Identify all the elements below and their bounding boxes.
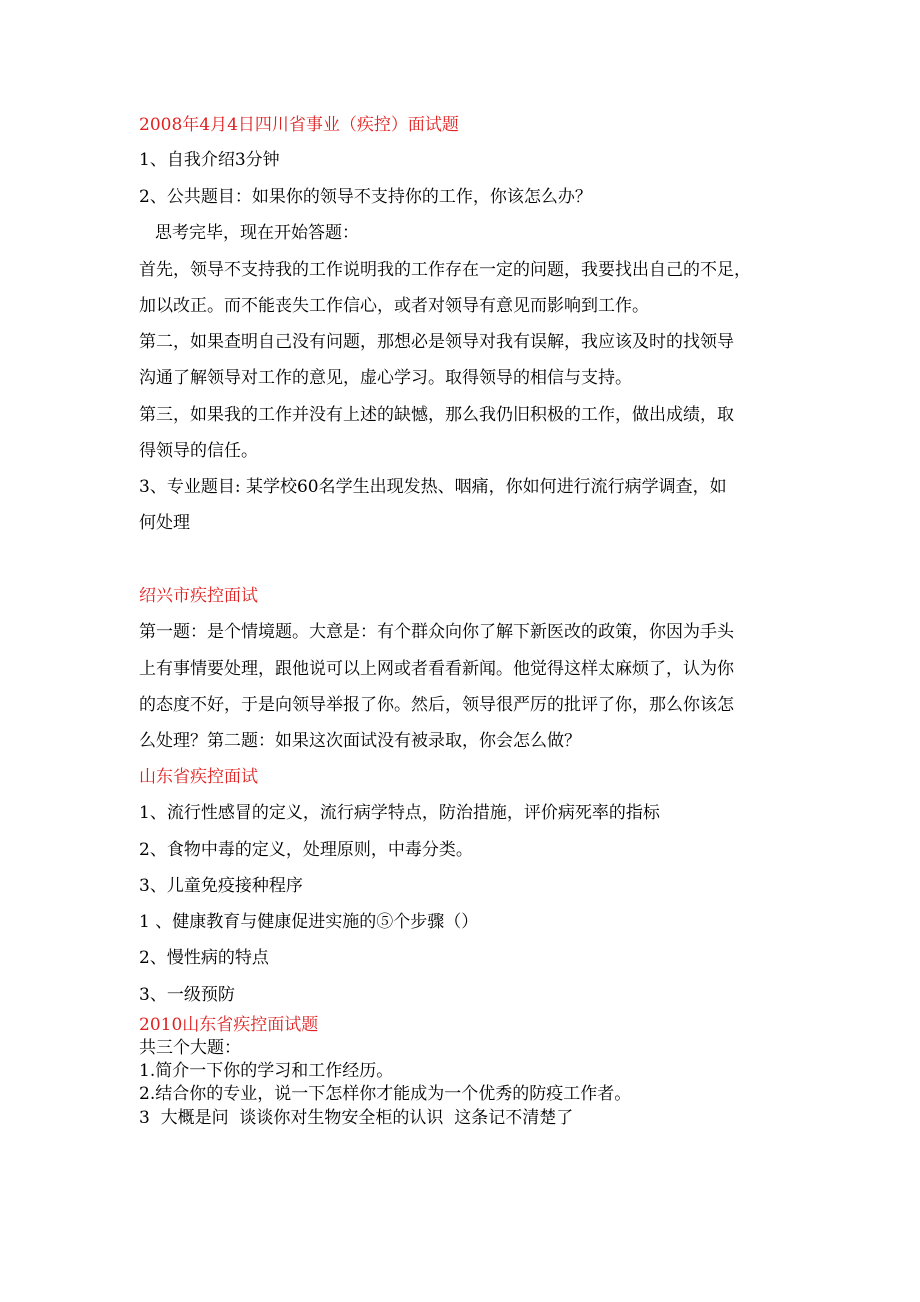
question-line: 1 、健康教育与健康促进实施的⑤个步骤（）: [139, 912, 479, 932]
answer-line: 沟通了解领导对工作的意见，虚心学习。取得领导的相信与支持。: [139, 368, 632, 388]
question-line: 上有事情要处理，跟他说可以上网或者看看新闻。他觉得这样太麻烦了，认为你: [139, 659, 734, 679]
question-line: 1.简介一下你的学习和工作经历。: [139, 1061, 394, 1081]
question-line: 3、一级预防: [139, 985, 235, 1005]
answer-line: 加以改正。而不能丧失工作信心，或者对领导有意见而影响到工作。: [139, 296, 649, 316]
question-line: 2.结合你的专业，说一下怎样你才能成为一个优秀的防疫工作者。: [139, 1084, 632, 1104]
question-line: 1、流行性感冒的定义，流行病学特点，防治措施，评价病死率的指标: [139, 803, 660, 823]
question-line: 1、自我介绍3分钟: [139, 150, 280, 170]
answer-intro: 思考完毕，现在开始答题：: [155, 223, 359, 243]
answer-line: 第二，如果查明自己没有问题，那想必是领导对我有误解，我应该及时的找领导: [139, 332, 734, 352]
question-line: 共三个大题：: [139, 1038, 241, 1058]
question-line: 3、儿童免疫接种程序: [139, 876, 303, 896]
question-line: 2、食物中毒的定义，处理原则，中毒分类。: [139, 840, 473, 860]
answer-line: 得领导的信任。: [139, 441, 258, 461]
question-line: 何处理: [139, 513, 190, 533]
question-line: 第一题：是个情境题。大意是：有个群众向你了解下新医改的政策，你因为手头: [139, 622, 734, 642]
section-title-shandong-2010: 2010山东省疾控面试题: [139, 1015, 319, 1035]
answer-line: 第三，如果我的工作并没有上述的缺憾，那么我仍旧积极的工作，做出成绩，取: [139, 405, 734, 425]
question-line: 么处理？第二题：如果这次面试没有被录取，你会怎么做？: [139, 731, 581, 751]
question-line: 3 大概是问 谈谈你对生物安全柜的认识 这条记不清楚了: [139, 1108, 574, 1128]
section-title-shandong: 山东省疾控面试: [139, 767, 258, 787]
question-line: 2、公共题目：如果你的领导不支持你的工作，你该怎么办？: [139, 187, 592, 207]
question-line: 2、慢性病的特点: [139, 948, 269, 968]
question-line: 的态度不好，于是向领导举报了你。然后，领导很严厉的批评了你，那么你该怎: [139, 695, 734, 715]
answer-line: 首先，领导不支持我的工作说明我的工作存在一定的问题，我要找出自己的不足，: [139, 260, 751, 280]
section-title-shaoxing: 绍兴市疾控面试: [139, 586, 258, 606]
question-line: 3、专业题目: 某学校60名学生出现发热、咽痛，你如何进行流行病学调查，如: [139, 477, 727, 497]
section-title-sichuan-2008: 2008年4月4日四川省事业（疾控）面试题: [139, 115, 459, 135]
